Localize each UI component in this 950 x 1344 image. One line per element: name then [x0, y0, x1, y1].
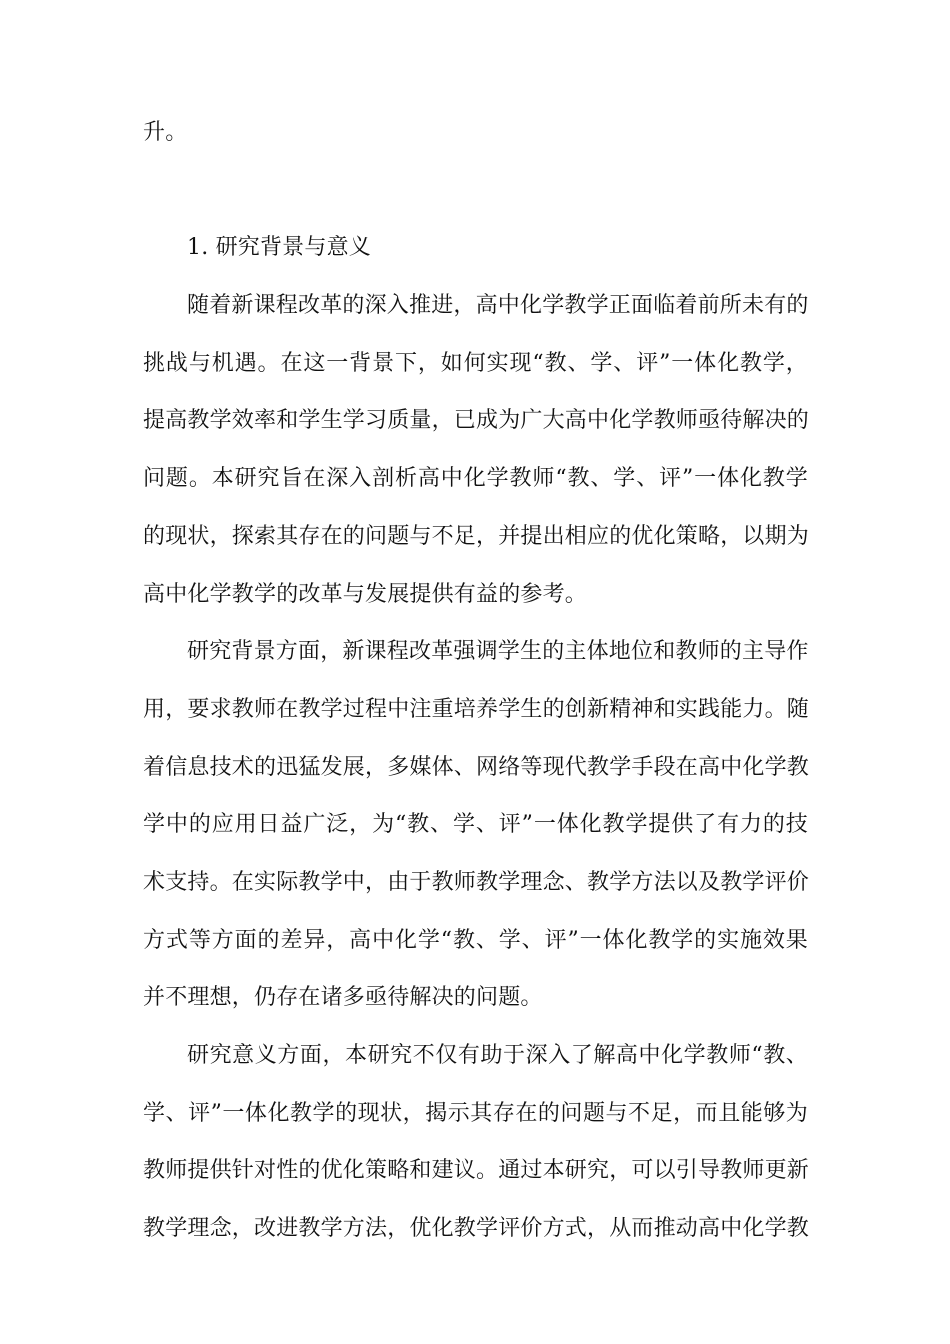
paragraph-2-line-1: 研究背景方面，新课程改革强调学生的主体地位和教师的主导作: [187, 639, 809, 665]
paragraph-1-line-1: 随着新课程改革的深入推进，高中化学教学正面临着前所未有的: [187, 293, 809, 319]
paragraph-1-line-2: 挑战与机遇。在这一背景下，如何实现“教、学、评”一体化教学，: [143, 350, 808, 376]
paragraph-3-line-3: 教师提供针对性的优化策略和建议。通过本研究，可以引导教师更新: [143, 1158, 810, 1184]
paragraph-1-line-3: 提高教学效率和学生学习质量，已成为广大高中化学教师亟待解决的: [143, 408, 810, 434]
paragraph-1-line-4: 问题。本研究旨在深入剖析高中化学教师“教、学、评”一体化教学: [143, 466, 808, 492]
paragraph-2-line-4: 学中的应用日益广泛，为“教、学、评”一体化教学提供了有力的技: [143, 812, 808, 838]
paragraph-2-line-3: 着信息技术的迅猛发展，多媒体、网络等现代教学手段在高中化学教: [143, 754, 810, 780]
blank-line: [143, 162, 808, 220]
paragraph-2-line-2: 用，要求教师在教学过程中注重培养学生的创新精神和实践能力。随: [143, 696, 810, 722]
document-body: [143, 104, 808, 1258]
paragraph-3-line-1: 研究意义方面，本研究不仅有助于深入了解高中化学教师“教、: [187, 1043, 808, 1068]
text-line-continuation: 升。: [143, 120, 188, 145]
section-heading: 1. 研究背景与意义: [187, 235, 371, 261]
paragraph-1-line-6: 高中化学教学的改革与发展提供有益的参考。: [143, 581, 588, 607]
paragraph-3-line-4: 教学理念，改进教学方法，优化教学评价方式，从而推动高中化学教: [143, 1216, 810, 1242]
paragraph-3-line-2: 学、评”一体化教学的现状，揭示其存在的问题与不足，而且能够为: [143, 1100, 808, 1126]
paragraph-2-line-7: 并不理想，仍存在诸多亟待解决的问题。: [143, 985, 543, 1011]
paragraph-1-line-5: 的现状，探索其存在的问题与不足，并提出相应的优化策略，以期为: [143, 523, 810, 549]
paragraph-2-line-6: 方式等方面的差异，高中化学“教、学、评”一体化教学的实施效果: [143, 927, 808, 953]
paragraph-2-line-5: 术支持。在实际教学中，由于教师教学理念、教学方法以及教学评价: [143, 869, 810, 895]
